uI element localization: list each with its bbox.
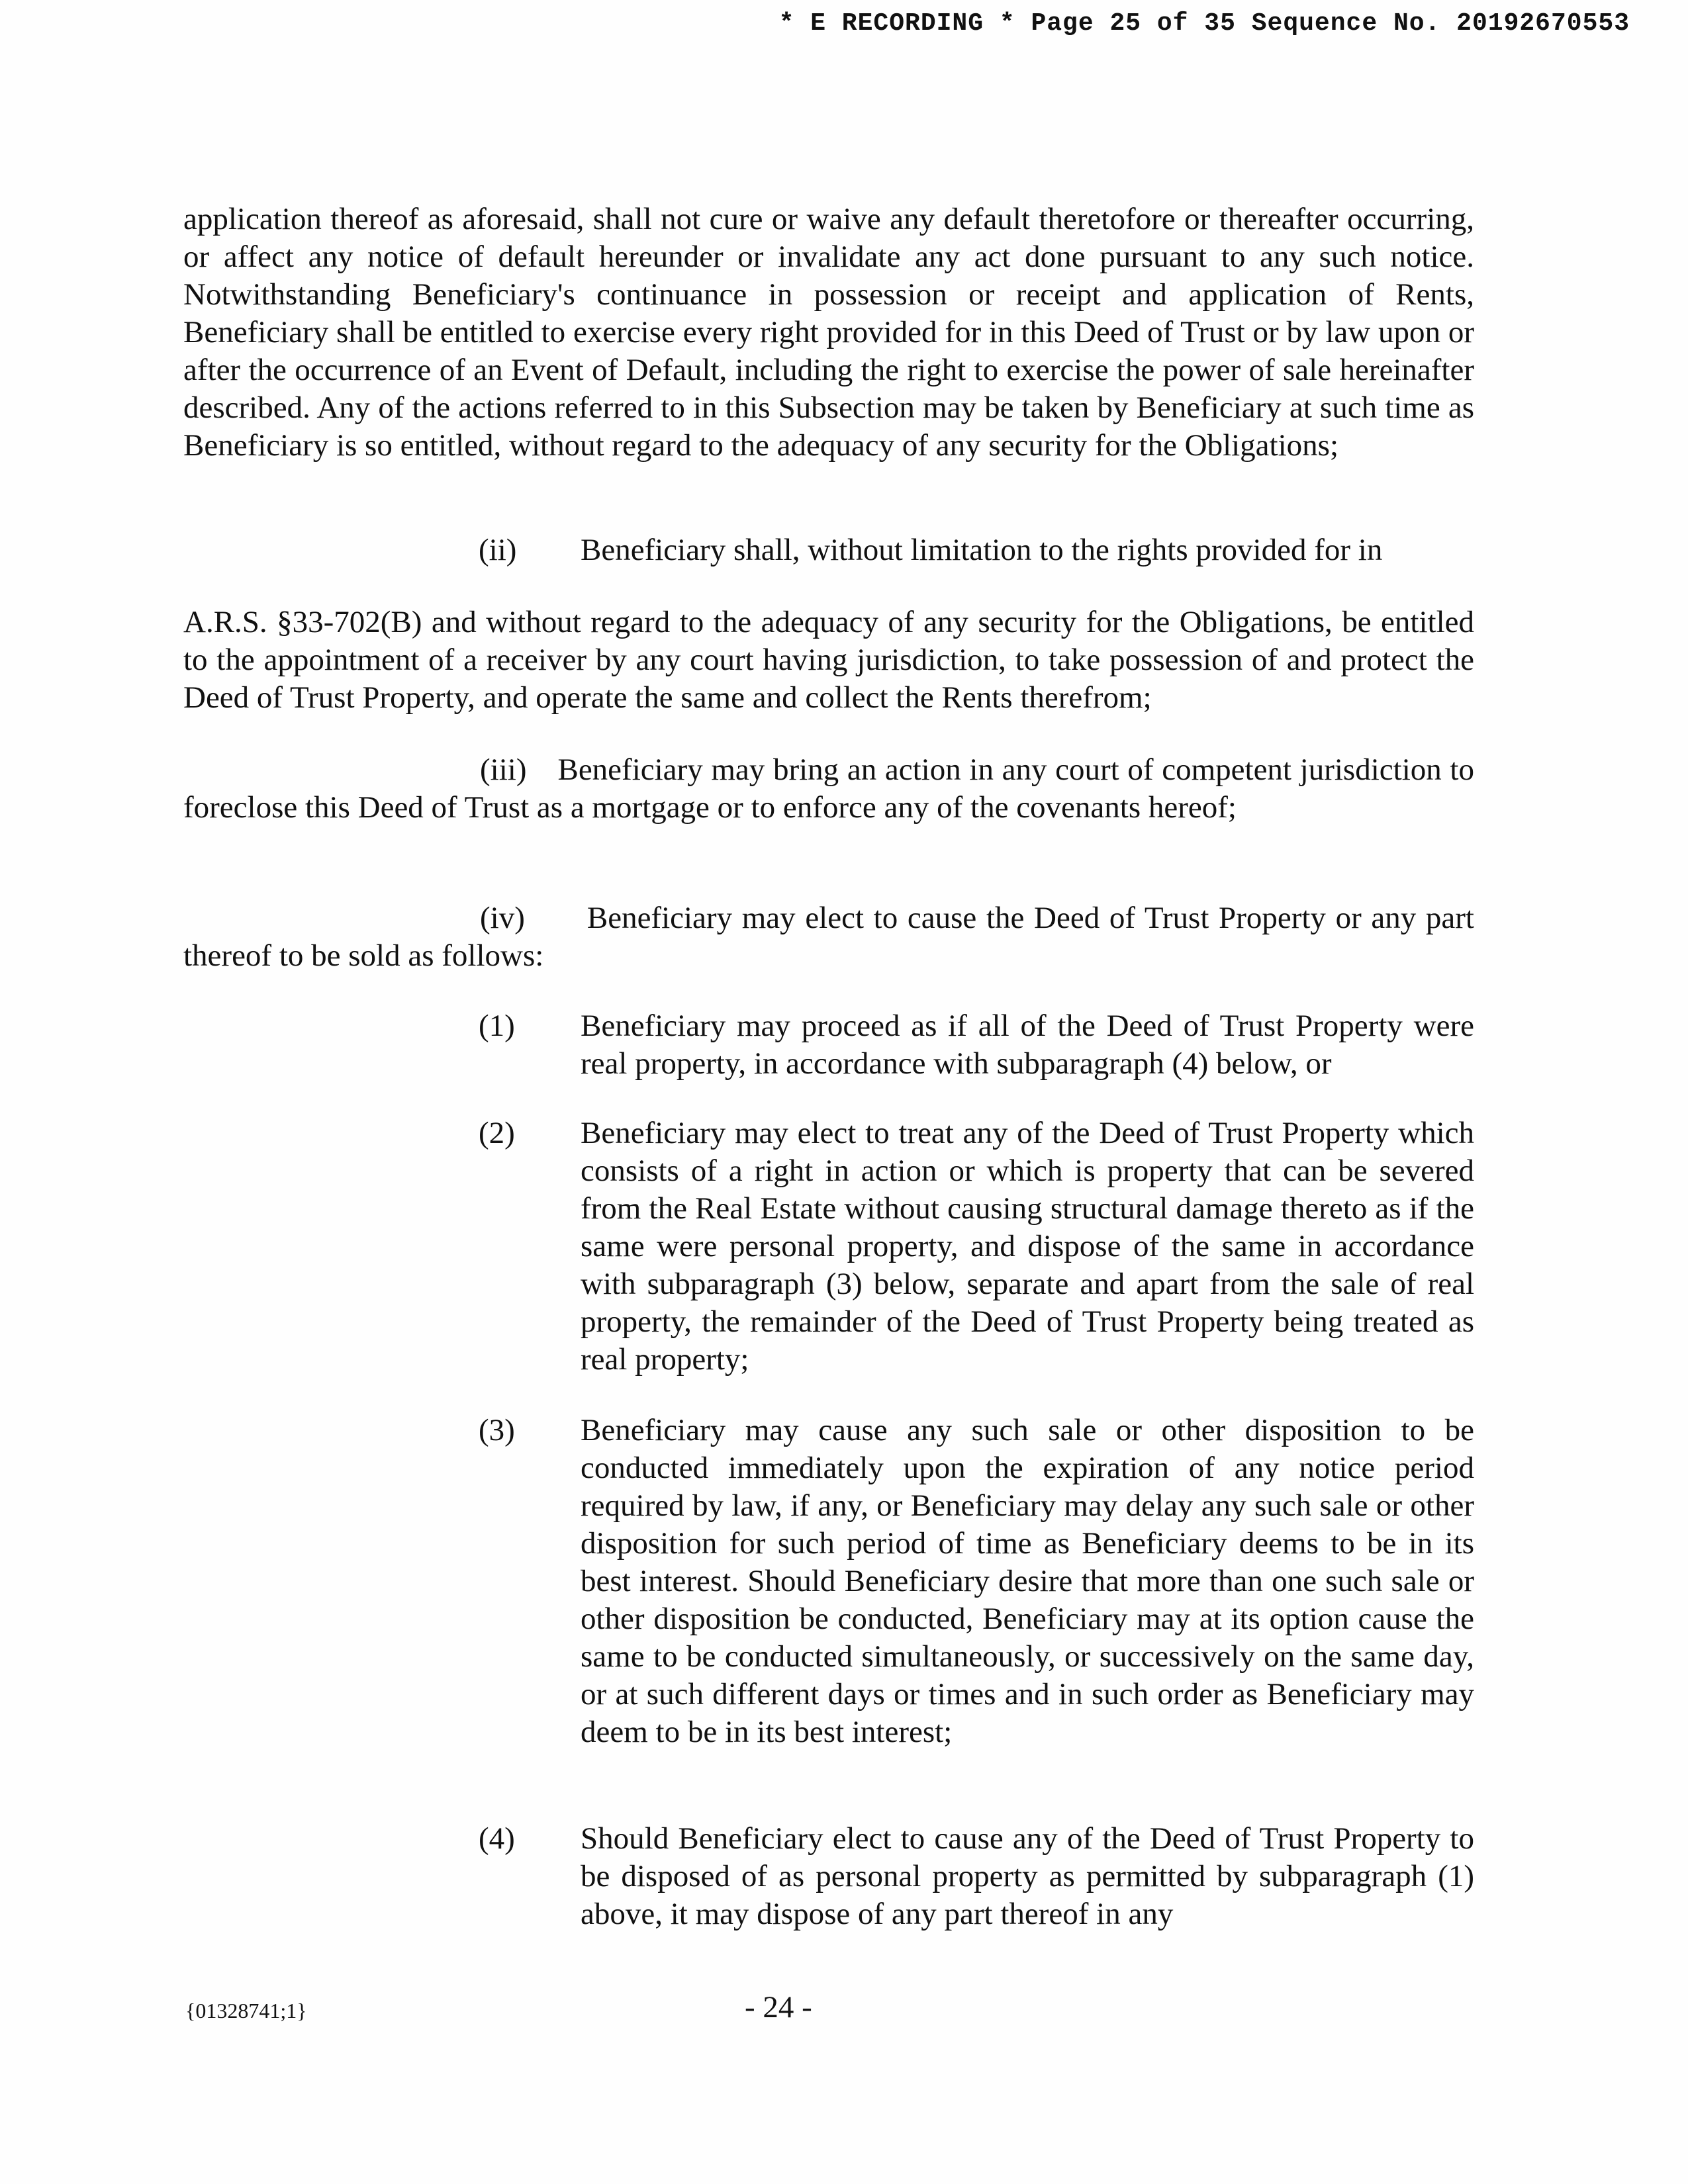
sub-item-2-text: Beneficiary may elect to treat any of the Deed of Trust Property which consists of a right in action or which is property that can be severed from the Real Estate without causing structural damage thereto as if the same were personal property, and dispose of the same in accordance with subparagraph (3) below, separate and apart from the sale of real property, the remainder of the Deed of Trust Property being treated as real property; (581, 1116, 1474, 1377)
item-iv-paragraph: (iv) Beneficiary may elect to cause the Deed of Trust Property or any part thereof to be sold as follows: (183, 901, 1474, 973)
sub-item-3-marker: (3) (479, 1413, 515, 1447)
item-ii-marker: (ii) (479, 533, 517, 567)
recording-stamp: * E RECORDING * Page 25 of 35 Sequence No. 20192670553 (778, 9, 1630, 38)
paragraph-continuation: application thereof as aforesaid, shall not cure or waive any default theretofore or thereafter occurring, or affect any notice of default hereunder or invalidate any act done pursuant to any such notice. Notwithstanding Beneficiary's continuance in possession or receipt and application of Rents, Beneficiary shall be entitled to exercise every right provided for in this Deed of Trust or by law upon or after the occurrence of an Event of Default, including the right to exercise the power of sale hereinafter described. Any of the actions referred to in this Subsection may be taken by Beneficiary at such time as Beneficiary is so entitled, without regard to the adequacy of any security for the Obligations; (183, 202, 1474, 463)
sub-item-1-marker: (1) (479, 1009, 515, 1043)
sub-item-4-marker: (4) (479, 1821, 515, 1856)
sub-item-1-text: Beneficiary may proceed as if all of the Deed of Trust Property were real property, in accordance with subparagraph (4) below, or (581, 1009, 1474, 1081)
page-number: - 24 - (745, 1990, 812, 2025)
item-ii-first-line: Beneficiary shall, without limitation to the rights provided for in (581, 533, 1383, 567)
sub-item-3-text: Beneficiary may cause any such sale or other disposition to be conducted immediately upon the expiration of any notice period required by law, if any, or Beneficiary may delay any such sale or other disposition for such period of time as Beneficiary deems to be in its best interest. Should Beneficiary desire that more than one such sale or other disposition be conducted, Beneficiary may at its option cause the same to be conducted simultaneously, or successively on the same day, or at such different days or times and in such order as Beneficiary may deem to be in its best interest; (581, 1413, 1474, 1749)
item-ii-continuation: A.R.S. §33-702(B) and without regard to the adequacy of any security for the Obligations, be entitled to the appointment of a receiver by any court having jurisdiction, to take possession of and protect the Deed of Trust Property, and operate the same and collect the Rents therefrom; (183, 605, 1474, 715)
document-id: {01328741;1} (185, 1999, 307, 2023)
sub-item-2-marker: (2) (479, 1116, 515, 1150)
sub-item-4-text: Should Beneficiary elect to cause any of the Deed of Trust Property to be disposed of as personal property as permitted by subparagraph (1) above, it may dispose of any part thereof in any (581, 1821, 1474, 1931)
item-iii-paragraph: (iii) Beneficiary may bring an action in any court of competent jurisdiction to foreclose this Deed of Trust as a mortgage or to enforce any of the covenants hereof; (183, 752, 1474, 825)
